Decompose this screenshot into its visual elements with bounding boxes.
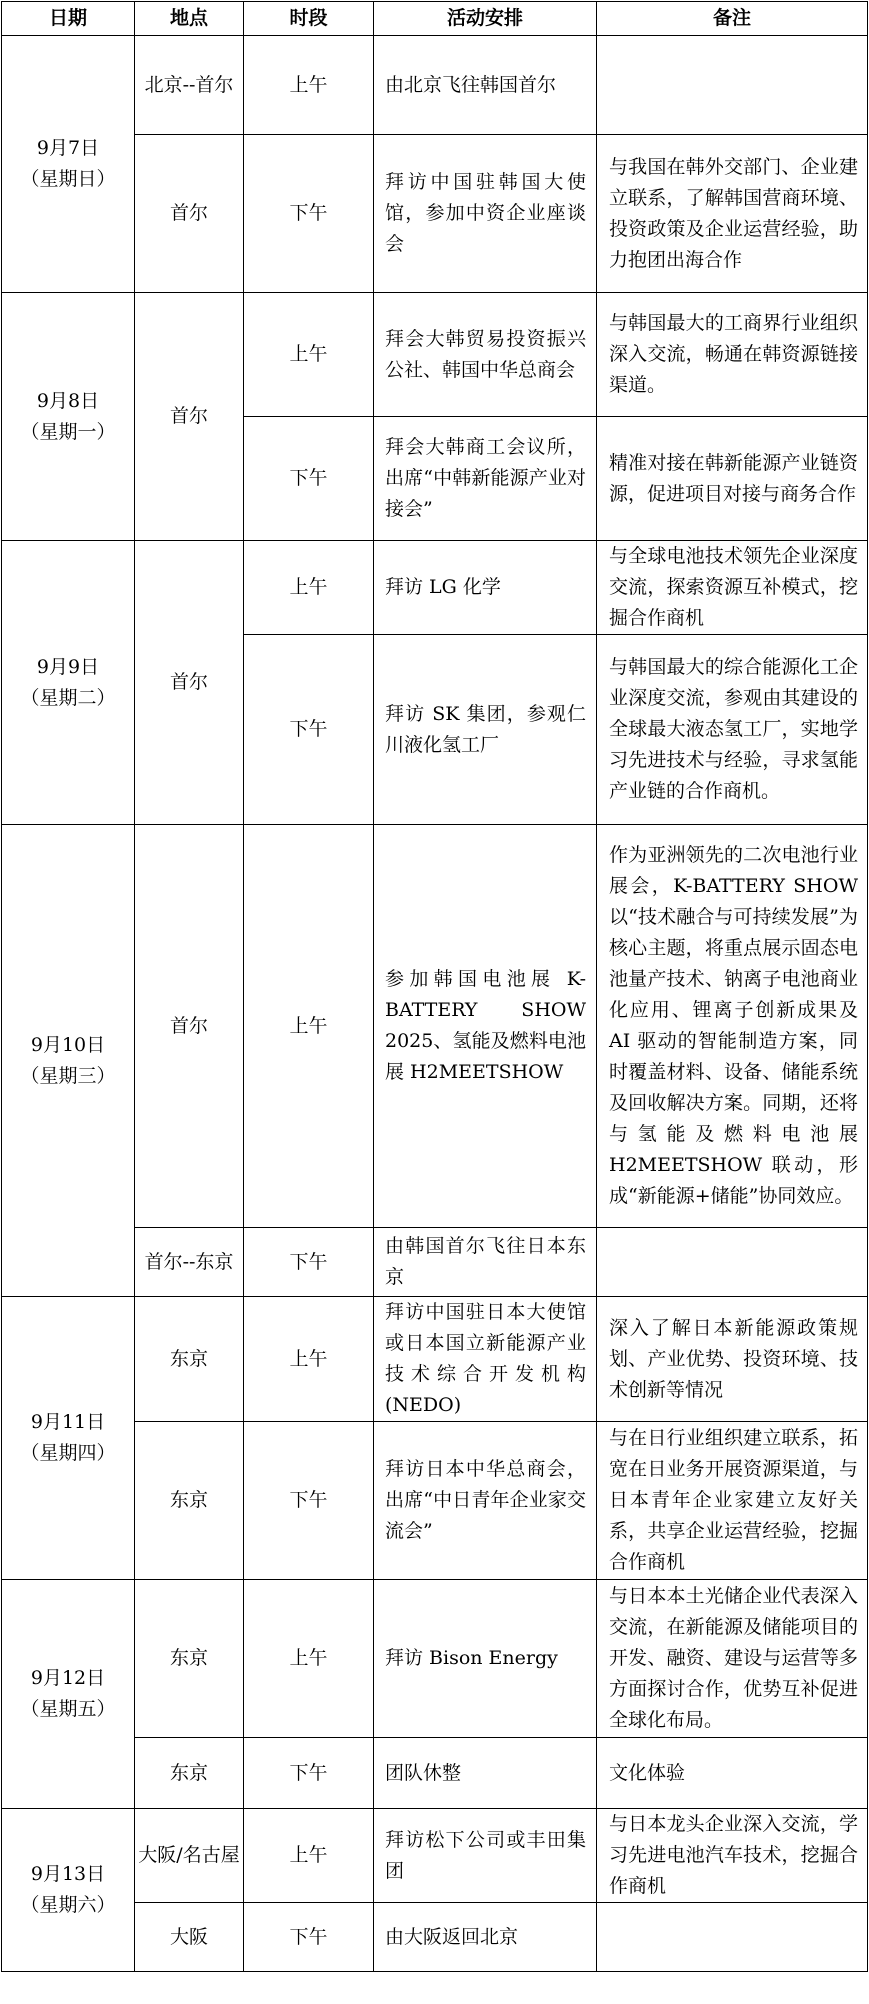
weekday-label: （星期三） [20,1064,116,1087]
activity-cell: 参加韩国电池展 K-BATTERY SHOW 2025、氢能及燃料电池展 H2MEETSHOW [374,825,597,1228]
activity-cell: 拜访 SK 集团，参观仁川液化氢工厂 [374,635,597,825]
time-cell: 上午 [244,36,374,135]
table-row [2,293,868,417]
place-cell: 大阪 [135,1903,244,1972]
time-cell: 下午 [244,1228,374,1297]
time-cell: 上午 [244,825,374,1228]
activity-cell: 拜访日本中华总商会，出席“中日青年企业家交流会” [374,1422,597,1580]
weekday-label: （星期二） [20,686,116,709]
date-cell [2,541,135,825]
date-label: 9月12日 [30,1667,106,1689]
note-cell: 与在日行业组织建立联系，拓宽在日业务开展资源渠道，与日本青年企业家建立友好关系，共享企业运营经验，挖掘合作商机 [597,1422,868,1580]
time-cell: 上午 [244,1297,374,1422]
schedule-table [1,1,868,1972]
date-cell [2,1297,135,1580]
weekday-label: （星期五） [20,1698,116,1720]
table-row [2,1580,868,1738]
date-cell [2,293,135,541]
note-cell [597,1228,868,1297]
place-cell: 东京 [135,1297,244,1422]
place-cell: 东京 [135,1422,244,1580]
date-cell [2,1580,135,1809]
note-cell: 与全球电池技术领先企业深度交流，探索资源互补模式，挖掘合作商机 [597,541,868,635]
table-row [2,36,868,135]
note-cell: 文化体验 [597,1738,868,1809]
place-cell: 首尔 [135,135,244,293]
time-cell: 下午 [244,135,374,293]
activity-cell: 拜访中国驻日本大使馆或日本国立新能源产业技术综合开发机构(NEDO) [374,1297,597,1422]
activity-cell: 拜访中国驻韩国大使馆，参加中资企业座谈会 [374,135,597,293]
date-label: 9月10日 [30,1033,106,1056]
place-cell: 东京 [135,1580,244,1738]
date-label: 9月7日 [36,137,100,159]
note-cell: 与日本龙头企业深入交流，学习先进电池汽车技术，挖掘合作商机 [597,1809,868,1903]
time-cell: 下午 [244,417,374,541]
weekday-label: （星期六） [20,1894,116,1916]
header-activity: 活动安排 [374,2,597,36]
activity-cell: 由大阪返回北京 [374,1903,597,1972]
note-cell: 与韩国最大的综合能源化工企业深度交流，参观由其建设的全球最大液态氢工厂，实地学习先进技术与经验，寻求氢能产业链的合作商机。 [597,635,868,825]
note-cell: 作为亚洲领先的二次电池行业展会，K-BATTERY SHOW 以“技术融合与可持续发展”为核心主题，将重点展示固态电池量产技术、钠离子电池商业化应用、锂离子创新成果及 AI 驱动的智能制造方案，同时覆盖材料、设备、储能系统及回收解决方案。同期，还将与氢能及燃料电池展 H2MEETSHOW 联动，形成“新能源+储能”协同效应。 [597,825,868,1228]
table-row [2,1297,868,1422]
activity-cell: 拜访 Bison Energy [374,1580,597,1738]
header-place: 地点 [135,2,244,36]
time-cell: 上午 [244,1580,374,1738]
time-cell: 上午 [244,1809,374,1903]
note-cell: 深入了解日本新能源政策规划、产业优势、投资环境、技术创新等情况 [597,1297,868,1422]
note-cell: 与日本本土光储企业代表深入交流，在新能源及储能项目的开发、融资、建设与运营等多方面探讨合作，优势互补促进全球化布局。 [597,1580,868,1738]
time-cell: 下午 [244,1422,374,1580]
activity-cell: 由韩国首尔飞往日本东京 [374,1228,597,1297]
date-cell [2,825,135,1297]
date-label: 9月11日 [30,1411,106,1433]
time-cell: 上午 [244,293,374,417]
weekday-label: （星期日） [20,168,116,190]
weekday-label: （星期四） [20,1442,116,1464]
place-cell: 首尔 [135,825,244,1228]
place-cell: 北京--首尔 [135,36,244,135]
table-row [2,541,868,635]
note-cell [597,36,868,135]
place-cell: 首尔--东京 [135,1228,244,1297]
place-cell: 首尔 [135,293,244,541]
header-row [2,2,868,36]
time-cell: 下午 [244,1738,374,1809]
activity-cell: 由北京飞往韩国首尔 [374,36,597,135]
activity-cell: 拜访 LG 化学 [374,541,597,635]
header-date: 日期 [2,2,135,36]
date-label: 9月13日 [30,1863,106,1885]
date-label: 9月8日 [36,389,100,412]
time-cell: 上午 [244,541,374,635]
activity-cell: 拜访松下公司或丰田集团 [374,1809,597,1903]
weekday-label: （星期一） [20,420,116,443]
note-cell: 与我国在韩外交部门、企业建立联系，了解韩国营商环境、投资政策及企业运营经验，助力抱团出海合作 [597,135,868,293]
table-row [2,1809,868,1903]
table-row [2,825,868,1228]
note-cell: 精准对接在韩新能源产业链资源，促进项目对接与商务合作 [597,417,868,541]
note-cell: 与韩国最大的工商界行业组织深入交流，畅通在韩资源链接渠道。 [597,293,868,417]
time-cell: 下午 [244,1903,374,1972]
date-cell [2,1809,135,1972]
note-cell [597,1903,868,1972]
date-label: 9月9日 [36,655,100,678]
place-cell: 首尔 [135,541,244,825]
place-cell: 东京 [135,1738,244,1809]
place-cell: 大阪/名古屋 [135,1809,244,1903]
date-cell [2,36,135,293]
header-note: 备注 [597,2,868,36]
activity-cell: 拜会大韩贸易投资振兴公社、韩国中华总商会 [374,293,597,417]
header-time: 时段 [244,2,374,36]
activity-cell: 团队休整 [374,1738,597,1809]
activity-cell: 拜会大韩商工会议所，出席“中韩新能源产业对接会” [374,417,597,541]
time-cell: 下午 [244,635,374,825]
